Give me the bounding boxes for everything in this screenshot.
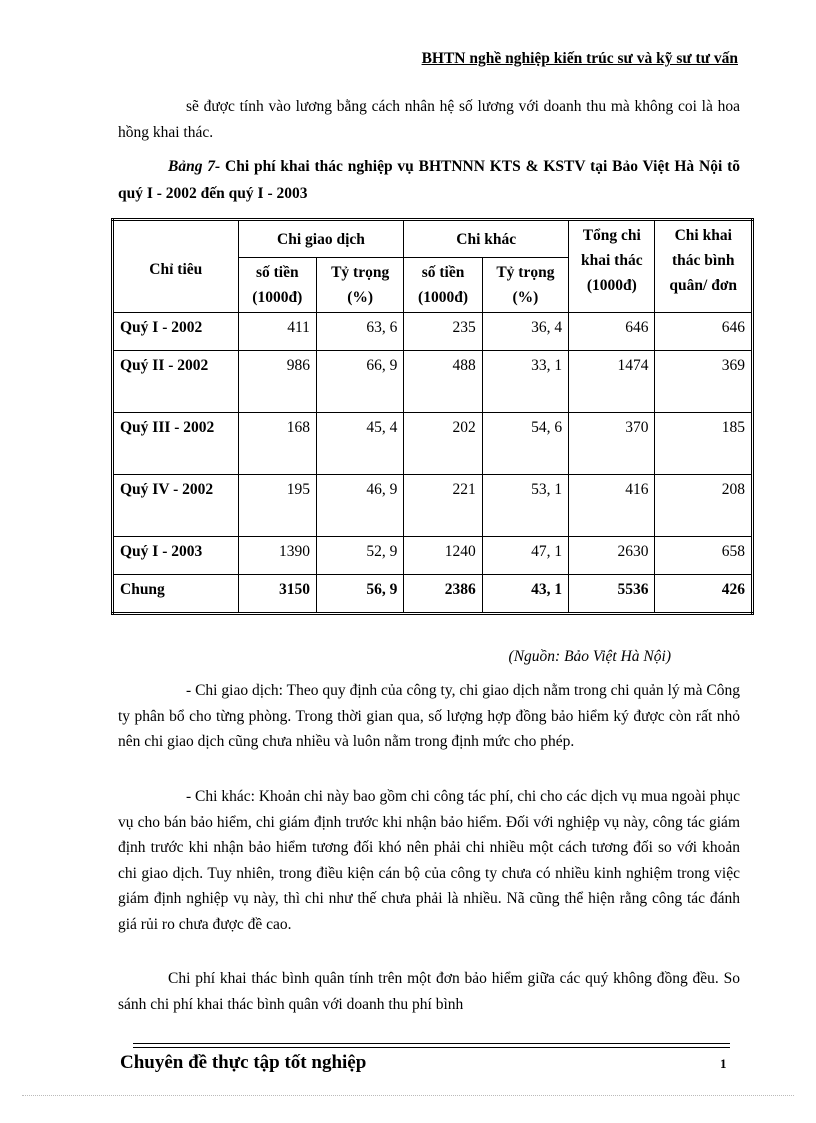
cell: 54, 6 (482, 413, 568, 475)
paragraph-chi-giao-dich: - Chi giao dịch: Theo quy định của công ty, chi giao dịch nằm trong chi quản lý mà Công ty phân bổ cho từng phòng. Trong thời gian qua, số lượng hợp đồng bảo hiểm ký được còn rất nhỏ nên chi giao dịch cũng chưa nhiều và luôn nằm trong định mức cho phép. (118, 682, 740, 750)
cell: 208 (655, 475, 753, 537)
paragraph-chi-khac: - Chi khác: Khoản chi này bao gồm chi công tác phí, chi cho các dịch vụ mua ngoài phục vụ cho bán bảo hiểm, chi giám định trước khi nhận bảo hiểm. Đối với nghiệp vụ này, công tác giám định trước khi nhận bảo hiểm tương đối khó nên phải chi nhiều một cách tương đối so với khoản chi giao dịch. Tuy nhiên, trong điều kiện cán bộ của công ty chưa có nhiều kinh nghiệm trong việc giám định nghiệp vụ này, thì chi như thế chưa phải là nhiều. Nã cũng thể hiện rằng công tác đánh giá rủi ro chưa được đề cao. (118, 788, 740, 933)
header-tong-chi: Tổng chi khai thác (1000đ) (569, 220, 655, 313)
cell: 658 (655, 537, 753, 575)
cell: 202 (404, 413, 482, 475)
table-number: Bảng 7- (168, 158, 221, 175)
cell: 235 (404, 313, 482, 351)
cell: 52, 9 (316, 537, 403, 575)
row-label: Quý I - 2003 (113, 537, 239, 575)
cell: 3150 (238, 575, 316, 614)
cell: 47, 1 (482, 537, 568, 575)
cell: 369 (655, 351, 753, 413)
footer-rule (133, 1047, 730, 1048)
footer-title: Chuyên đề thực tập tốt nghiệp (120, 1052, 367, 1073)
cell: 488 (404, 351, 482, 413)
table-caption (118, 153, 740, 207)
cell: 168 (238, 413, 316, 475)
cell: 416 (569, 475, 655, 537)
paragraph-chi-phi-binh-quan: Chi phí khai thác bình quân tính trên một đơn bảo hiểm giữa các quý không đồng đều. So sánh chi phí khai thác bình quân với doanh thu phí bình (118, 970, 740, 1013)
header-chitieu: Chỉ tiêu (113, 220, 239, 313)
row-label: Chung (113, 575, 239, 614)
cell: 2386 (404, 575, 482, 614)
row-label: Quý IV - 2002 (113, 475, 239, 537)
header-chi-giao-dich: Chi giao dịch (238, 220, 404, 258)
cell: 2630 (569, 537, 655, 575)
cell: 1474 (569, 351, 655, 413)
table-title: Chi phí khai thác nghiệp vụ BHTNNN KTS & KSTV tại Bảo Việt Hà Nội tõ quý I - 2002 đến quý I - 2003 (118, 158, 740, 202)
table-row (113, 413, 753, 475)
cell: 53, 1 (482, 475, 568, 537)
row-label: Quý III - 2002 (113, 413, 239, 475)
table-row (113, 313, 753, 351)
cost-table (111, 218, 754, 615)
row-label: Quý I - 2002 (113, 313, 239, 351)
footer-rule (133, 1043, 730, 1044)
header-chi-binh-quan: Chi khai thác bình quân/ đơn (655, 220, 753, 313)
cell: 56, 9 (316, 575, 403, 614)
cell: 33, 1 (482, 351, 568, 413)
header-so-tien: số tiền (1000đ) (404, 258, 482, 313)
page-number: 1 (720, 1056, 727, 1071)
row-label: Quý II - 2002 (113, 351, 239, 413)
cell: 646 (569, 313, 655, 351)
cell: 63, 6 (316, 313, 403, 351)
table-row (113, 537, 753, 575)
cell: 1240 (404, 537, 482, 575)
running-header: BHTN nghề nghiệp kiến trúc sư và kỹ sư tư vấn (421, 50, 738, 67)
cell: 46, 9 (316, 475, 403, 537)
cell: 411 (238, 313, 316, 351)
cell: 36, 4 (482, 313, 568, 351)
cell: 66, 9 (316, 351, 403, 413)
cell: 426 (655, 575, 753, 614)
cell: 43, 1 (482, 575, 568, 614)
table-source: (Nguồn: Bảo Việt Hà Nội) (508, 648, 671, 665)
header-chi-khac: Chi khác (404, 220, 569, 258)
table-row (113, 351, 753, 413)
cell: 986 (238, 351, 316, 413)
cell: 185 (655, 413, 753, 475)
cell: 370 (569, 413, 655, 475)
cell: 221 (404, 475, 482, 537)
cell: 5536 (569, 575, 655, 614)
header-ty-trong: Tỷ trọng (%) (316, 258, 403, 313)
intro-paragraph: sẽ được tính vào lương bằng cách nhân hệ số lương với doanh thu mà không coi là hoa hồng khai thác. (118, 98, 740, 141)
cell: 195 (238, 475, 316, 537)
header-ty-trong: Tỷ trọng (%) (482, 258, 568, 313)
cell: 45, 4 (316, 413, 403, 475)
table-row (113, 475, 753, 537)
cell: 646 (655, 313, 753, 351)
table-row-total (113, 575, 753, 614)
page-bottom-border (22, 1095, 794, 1096)
header-so-tien: số tiền (1000đ) (238, 258, 316, 313)
cell: 1390 (238, 537, 316, 575)
